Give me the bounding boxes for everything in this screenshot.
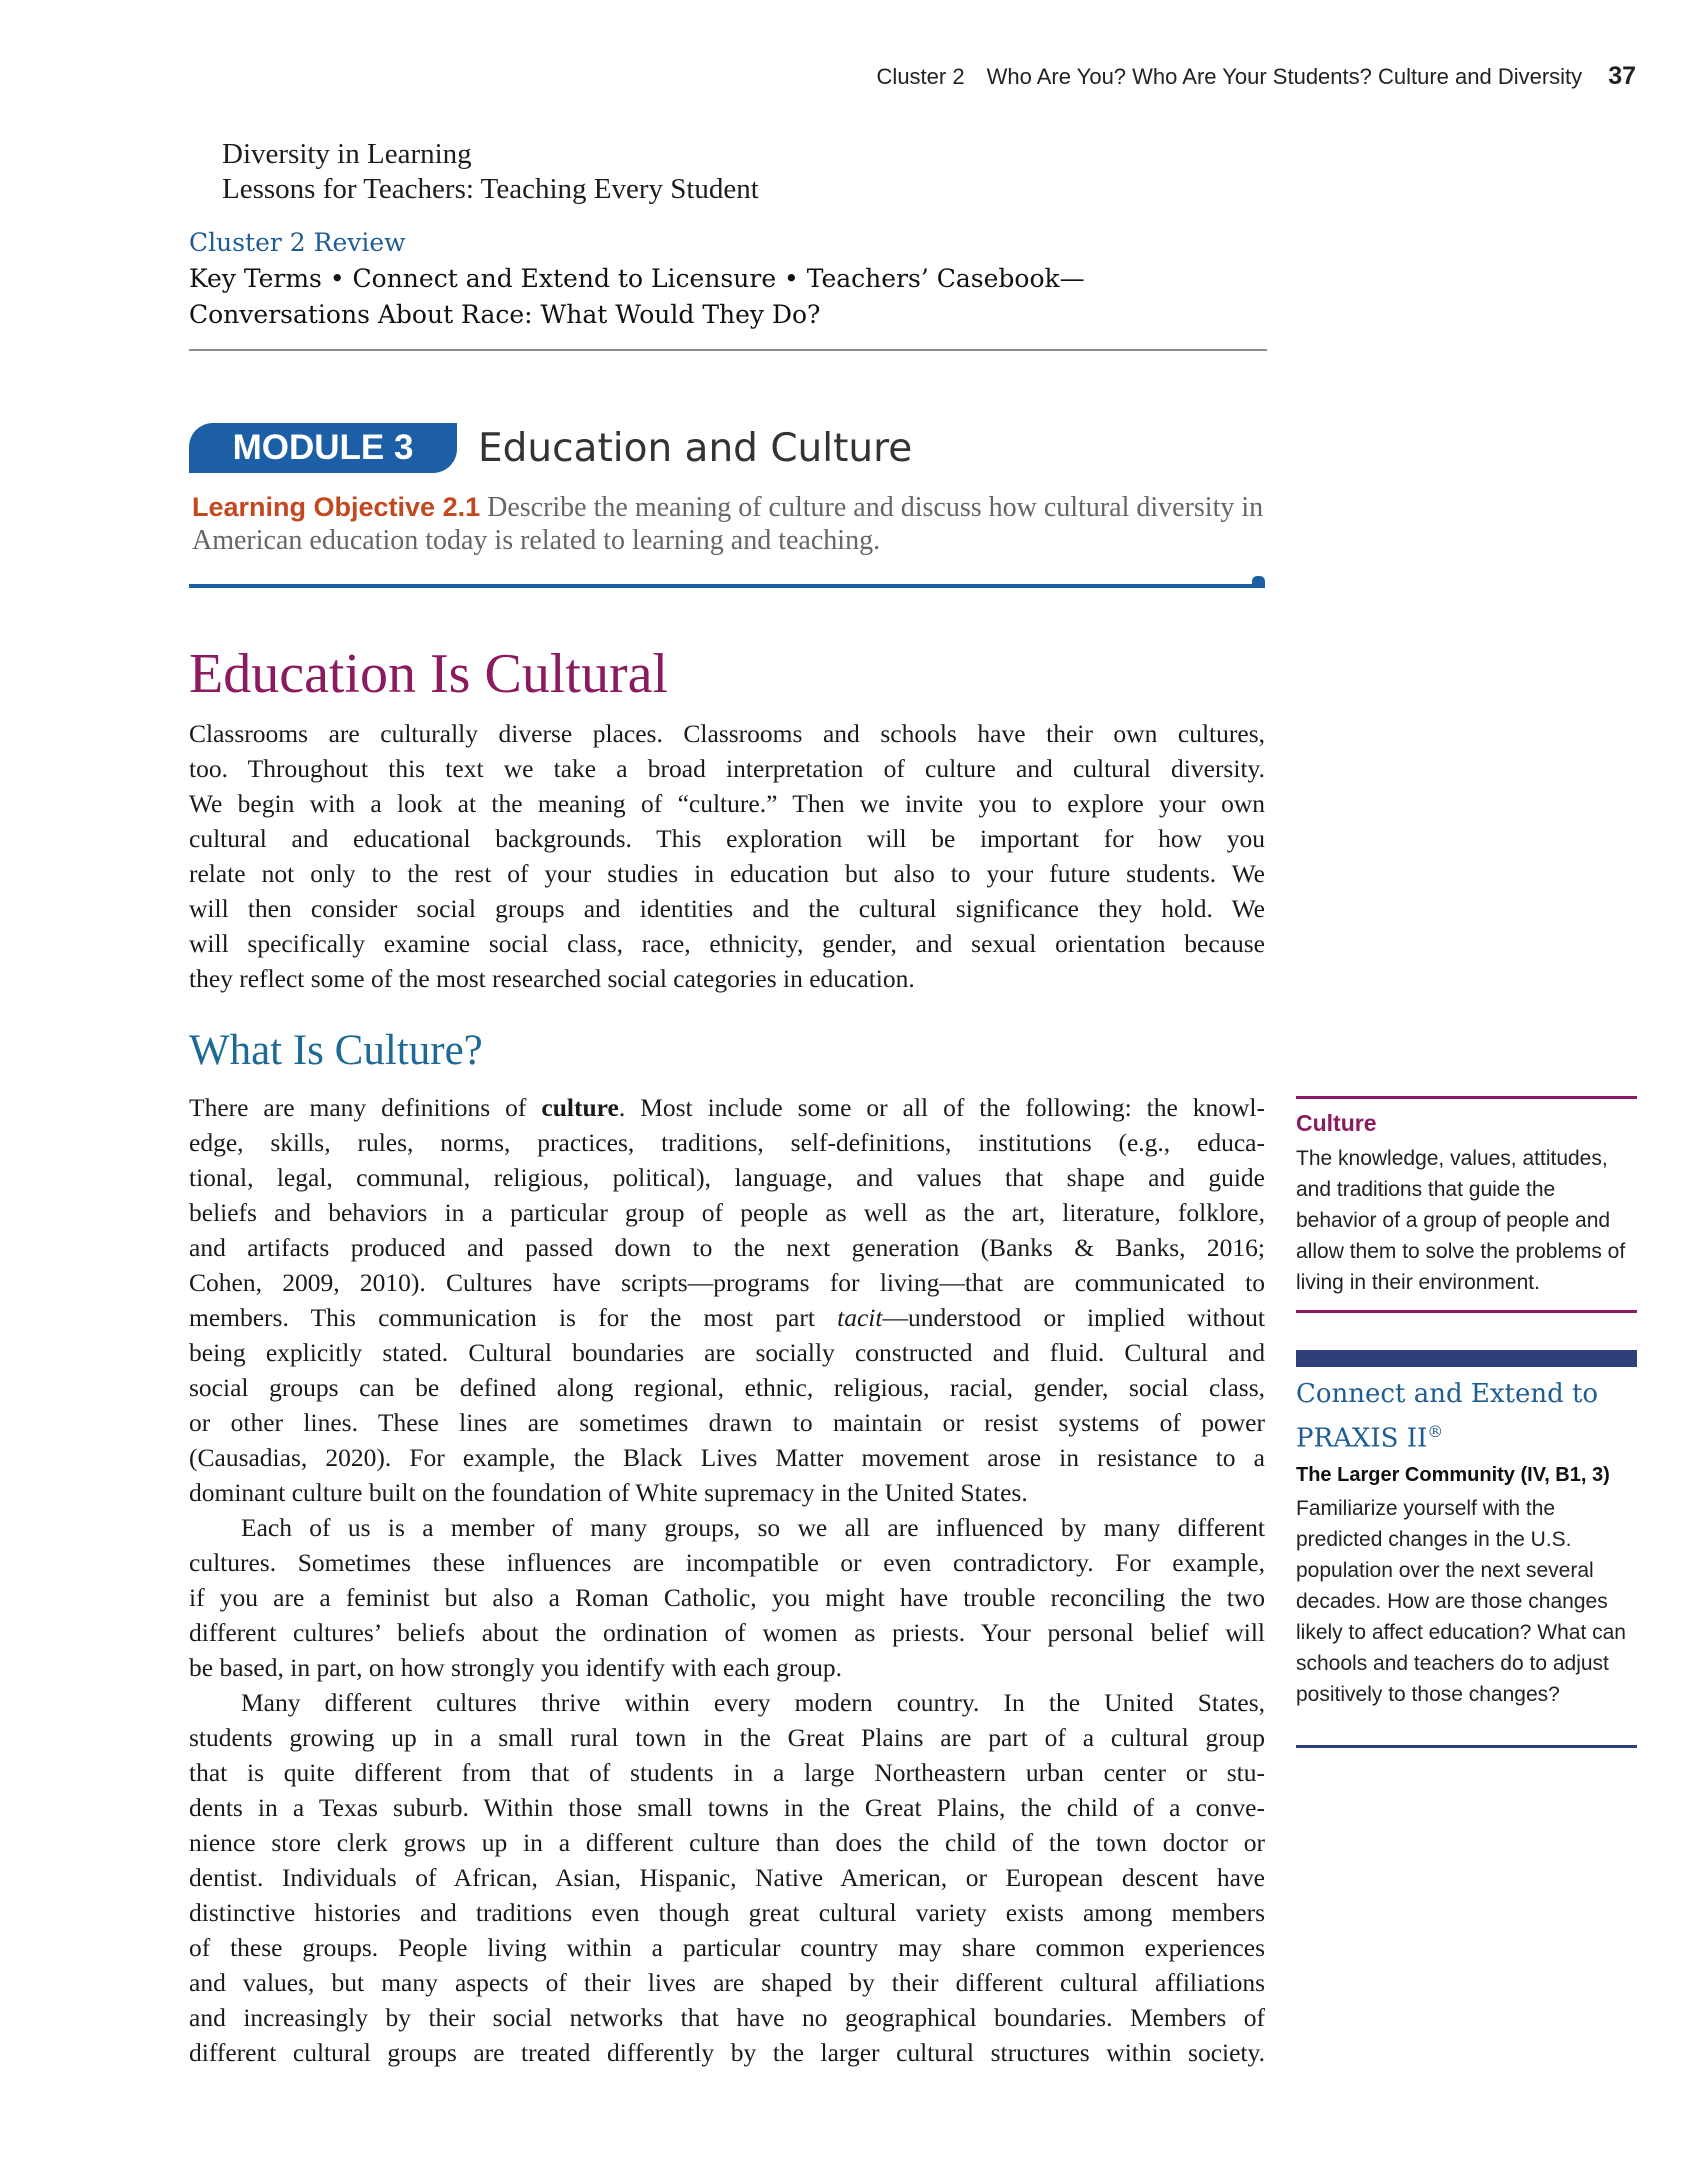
text-line: different cultures’ beliefs about the ordination of women as priests. Your personal belief will	[189, 1618, 1265, 1647]
text-line	[189, 1090, 1265, 1125]
praxis-title	[1296, 1376, 1637, 1458]
italic-term: tacit	[837, 1303, 883, 1332]
text-line: and artifacts produced and passed down to the next generation (Banks & Banks, 2016;	[189, 1233, 1265, 1262]
text-line: they reflect some of the most researched social categories in education.	[189, 964, 915, 993]
text-run: members. This communication is for the most part	[189, 1303, 838, 1332]
section-heading: Education Is Cultural	[189, 643, 669, 705]
objective-label: Learning Objective 2.1	[192, 492, 481, 522]
text-line: and values, but many aspects of their lives are shaped by their different cultural affiliations	[189, 1968, 1265, 1997]
text-line: dominant culture built on the foundation of White supremacy in the United States.	[189, 1478, 1028, 1507]
glossary-box	[1296, 1110, 1637, 1298]
module-divider	[189, 584, 1263, 588]
text-line: distinctive histories and traditions even though great cultural variety exists among members	[189, 1898, 1265, 1927]
glossary-term: Culture	[1296, 1110, 1377, 1136]
review-line: Key Terms • Connect and Extend to Licensure • Teachers’ Casebook—	[189, 264, 1085, 293]
praxis-box	[1296, 1376, 1637, 1710]
text-line: Cohen, 2009, 2010). Cultures have scripts—programs for living—that are communicated to	[189, 1268, 1265, 1297]
glossary-definition: The knowledge, values, attitudes, and traditions that guide the behavior of a group of people and allow them to solve the problems of living in their environment.	[1296, 1147, 1626, 1294]
header-cluster: Cluster 2	[876, 64, 965, 89]
text-line: students growing up in a small rural town in the Great Plains are part of a cultural group	[189, 1723, 1265, 1752]
text-run: —understood or implied without	[882, 1303, 1265, 1332]
text-line: We begin with a look at the meaning of “culture.” Then we invite you to explore your own	[189, 789, 1265, 818]
text-line: (Causadias, 2020). For example, the Black Lives Matter movement arose in resistance to a	[189, 1443, 1265, 1472]
text-line: social groups can be defined along regional, ethnic, religious, racial, gender, social class,	[189, 1373, 1265, 1402]
text-line: tional, legal, communal, religious, political), language, and values that shape and guide	[189, 1163, 1265, 1192]
text-line: and increasingly by their social networks that have no geographical boundaries. Members of	[189, 2003, 1265, 2032]
glossary-top-rule	[1296, 1096, 1637, 1099]
text-line: edge, skills, rules, norms, practices, traditions, self-definitions, institutions (e.g., educa-	[189, 1128, 1265, 1157]
text-line: being explicitly stated. Cultural boundaries are socially constructed and fluid. Cultural and	[189, 1338, 1265, 1367]
praxis-subheading: The Larger Community (IV, B1, 3)	[1296, 1463, 1610, 1486]
registered-mark: ®	[1427, 1422, 1444, 1441]
page-number: 37	[1608, 62, 1636, 90]
text-line	[189, 1300, 1265, 1335]
text-line: relate not only to the rest of your studies in education but also to your future students. We	[189, 859, 1265, 888]
intro-paragraph	[189, 716, 1265, 996]
learning-objective	[192, 491, 1267, 557]
module-badge: MODULE 3	[189, 423, 457, 473]
text-line: nience store clerk grows up in a different culture than does the child of the town doctor or	[189, 1828, 1265, 1857]
toc-line: Lessons for Teachers: Teaching Every Student	[222, 173, 759, 205]
text-line: dentist. Individuals of African, Asian, Hispanic, Native American, or European descent have	[189, 1863, 1265, 1892]
text-line: will then consider social groups and identities and the cultural significance they hold. We	[189, 894, 1265, 923]
toc-line: Diversity in Learning	[222, 138, 472, 170]
subsection-heading: What Is Culture?	[189, 1027, 483, 1074]
praxis-top-rule	[1296, 1350, 1637, 1367]
text-line: Each of us is a member of many groups, so we all are influenced by many different	[241, 1513, 1265, 1542]
glossary-bottom-rule	[1296, 1310, 1637, 1313]
text-line: that is quite different from that of students in a large Northeastern urban center or stu-	[189, 1758, 1265, 1787]
text-line: Many different cultures thrive within every modern country. In the United States,	[241, 1688, 1265, 1717]
praxis-bottom-rule	[1296, 1745, 1637, 1748]
objective-text: Describe the meaning of culture and discuss how cultural diversity in American education today is related to learning and teaching.	[192, 492, 1264, 556]
text-line: will specifically examine social class, race, ethnicity, gender, and sexual orientation because	[189, 929, 1265, 958]
review-line: Conversations About Race: What Would They Do?	[189, 300, 821, 329]
running-header	[877, 62, 1636, 91]
text-line: be based, in part, on how strongly you identify with each group.	[189, 1653, 842, 1682]
text-line: too. Throughout this text we take a broad interpretation of culture and cultural diversity.	[189, 754, 1265, 783]
text-line: cultural and educational backgrounds. This exploration will be important for how you	[189, 824, 1265, 853]
text-line: beliefs and behaviors in a particular group of people as well as the art, literature, folklore,	[189, 1198, 1265, 1227]
text-run: . Most include some or all of the following: the knowl-	[618, 1093, 1265, 1122]
key-term-culture: culture	[541, 1093, 619, 1122]
text-line: different cultural groups are treated differently by the larger cultural structures within society.	[189, 2038, 1265, 2067]
text-line: dents in a Texas suburb. Within those small towns in the Great Plains, the child of a conve-	[189, 1793, 1265, 1822]
module-title: Education and Culture	[478, 426, 913, 471]
review-title: Cluster 2 Review	[189, 228, 406, 257]
text-line: of these groups. People living within a particular country may share common experiences	[189, 1933, 1265, 1962]
header-title: Who Are You? Who Are Your Students? Culture and Diversity	[986, 64, 1583, 89]
text-line: cultures. Sometimes these influences are incompatible or even contradictory. For example,	[189, 1548, 1265, 1577]
text-line: Classrooms are culturally diverse places. Classrooms and schools have their own cultures,	[189, 719, 1265, 748]
module-divider-cap	[1252, 576, 1265, 588]
culture-paragraph	[189, 1090, 1265, 2070]
text-line: or other lines. These lines are sometimes drawn to maintain or resist systems of power	[189, 1408, 1265, 1437]
praxis-text: Familiarize yourself with the predicted changes in the U.S. population over the next several decades. How are those changes likely to affect education? What can schools and teachers do to adjust positively to those changes?	[1296, 1496, 1626, 1706]
text-line: if you are a feminist but also a Roman Catholic, you might have trouble reconciling the two	[189, 1583, 1265, 1612]
divider	[189, 349, 1267, 351]
text-run: There are many definitions of	[189, 1093, 542, 1122]
praxis-title-text: Connect and Extend to PRAXIS II	[1296, 1379, 1599, 1454]
